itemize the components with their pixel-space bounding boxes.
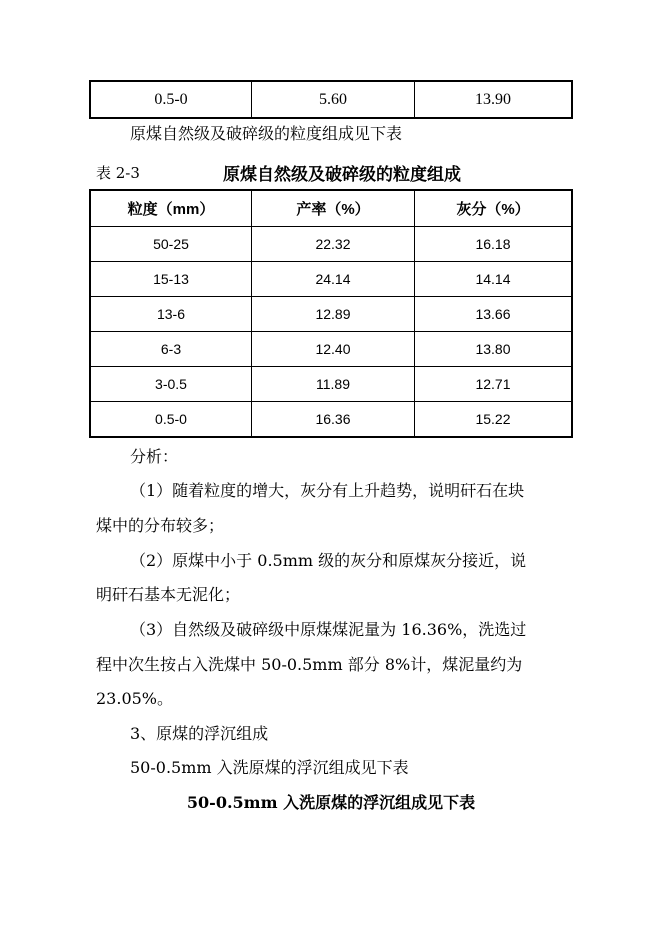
table-row [90,262,572,297]
analysis-p1-line1: （1）随着粒度的增大，灰分有上升趋势，说明矸石在块 [130,481,525,500]
analysis-p1-line2: 煤中的分布较多； [96,516,225,535]
table-header-row [90,190,572,227]
table-cell: 15.22 [415,402,573,438]
granularity-table [89,189,573,438]
table-row [90,227,572,262]
table-cell: 13-6 [90,297,252,332]
table-row [90,367,572,402]
table-row [90,81,572,118]
intro-line: 原煤自然级及破碎级的粒度组成见下表 [130,124,403,143]
table-cell: 3-0.5 [90,367,252,402]
table-cell: 16.18 [415,227,573,262]
table-cell: 0.5-0 [90,81,252,118]
section3-intro: 50-0.5mm 入洗原煤的浮沉组成见下表 [130,758,409,777]
section3-caption: 50-0.5mm 入洗原煤的浮沉组成见下表 [186,793,476,812]
analysis-heading: 分析： [130,447,179,466]
analysis-p2-line2: 明矸石基本无泥化； [96,585,241,604]
analysis-p2-line1: （2）原煤中小于 0.5mm 级的灰分和原煤灰分接近，说 [130,551,527,570]
section3-title: 3、原煤的浮沉组成 [130,724,269,743]
table-cell: 15-13 [90,262,252,297]
column-header: 粒度（mm） [90,190,252,227]
table-cell: 12.89 [252,297,415,332]
table-cell: 24.14 [252,262,415,297]
top-table [89,80,573,119]
table-cell: 0.5-0 [90,402,252,438]
table-cell: 6-3 [90,332,252,367]
column-header: 灰分（%） [415,190,573,227]
table-label: 表 2-3 [96,164,140,182]
table-cell: 13.66 [415,297,573,332]
table-cell: 14.14 [415,262,573,297]
table-cell: 12.71 [415,367,573,402]
table-row [90,402,572,438]
column-header: 产率（%） [252,190,415,227]
table-cell: 13.90 [415,81,573,118]
table-cell: 5.60 [252,81,415,118]
table-row [90,297,572,332]
analysis-p3-line1: （3）自然级及破碎级中原煤煤泥量为 16.36%，洗选过 [130,620,527,639]
table-row [90,332,572,367]
table-cell: 16.36 [252,402,415,438]
table-caption: 原煤自然级及破碎级的粒度组成 [223,165,461,185]
table-cell: 11.89 [252,367,415,402]
table-cell: 22.32 [252,227,415,262]
table-cell: 50-25 [90,227,252,262]
analysis-p3-line2: 程中次生按占入洗煤中 50-0.5mm 部分 8%计，煤泥量约为 [96,655,523,674]
table-cell: 12.40 [252,332,415,367]
table-cell: 13.80 [415,332,573,367]
analysis-p3-line3: 23.05%。 [96,689,174,708]
